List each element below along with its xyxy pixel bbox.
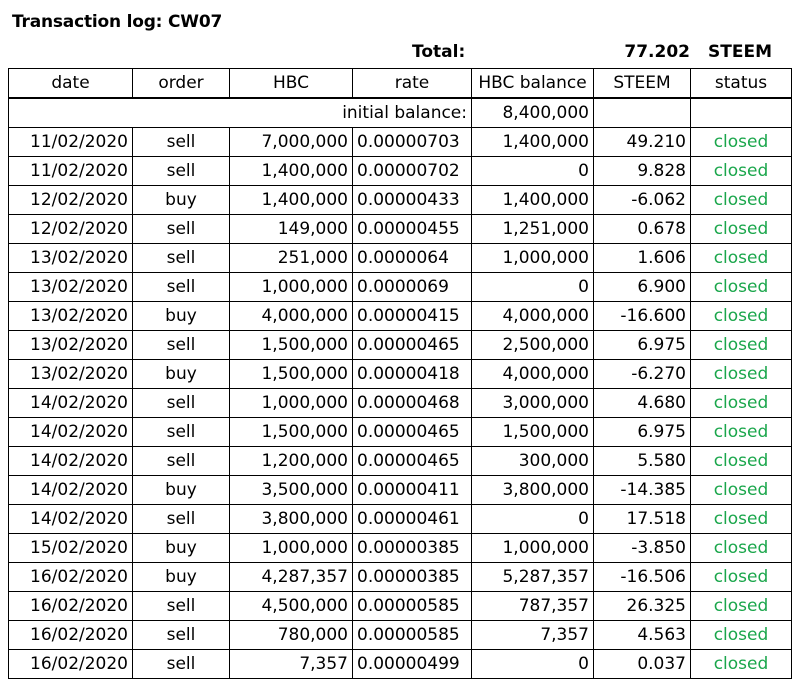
cell-rate: 0.0000064 (353, 244, 472, 273)
cell-hbc-balance: 3,000,000 (472, 389, 594, 418)
cell-status: closed (691, 244, 792, 273)
table-row (9, 186, 792, 215)
cell-hbc-balance: 3,800,000 (472, 476, 594, 505)
cell-order: sell (133, 621, 230, 650)
cell-date: 13/02/2020 (9, 302, 133, 331)
total-unit: STEEM (708, 42, 772, 62)
cell-date: 12/02/2020 (9, 215, 133, 244)
cell-order: sell (133, 447, 230, 476)
cell-order: buy (133, 476, 230, 505)
cell-order: buy (133, 186, 230, 215)
table-row (9, 447, 792, 476)
cell-hbc-balance: 1,400,000 (472, 128, 594, 157)
cell-steem: 4.680 (594, 389, 691, 418)
cell-hbc: 780,000 (230, 621, 353, 650)
cell-order: sell (133, 244, 230, 273)
cell-status: closed (691, 273, 792, 302)
cell-hbc-balance: 1,500,000 (472, 418, 594, 447)
table-row (9, 418, 792, 447)
cell-order: buy (133, 534, 230, 563)
header-row (9, 69, 792, 99)
cell-hbc: 1,500,000 (230, 331, 353, 360)
cell-hbc-balance: 1,400,000 (472, 186, 594, 215)
cell-status: closed (691, 418, 792, 447)
cell-steem: -3.850 (594, 534, 691, 563)
cell-hbc: 1,000,000 (230, 534, 353, 563)
cell-hbc-balance: 7,357 (472, 621, 594, 650)
total-value: 77.202 (624, 42, 690, 62)
cell-status: closed (691, 128, 792, 157)
cell-order: sell (133, 650, 230, 679)
cell-hbc-balance: 300,000 (472, 447, 594, 476)
table-row (9, 389, 792, 418)
table-row (9, 592, 792, 621)
cell-order: sell (133, 592, 230, 621)
cell-hbc-balance: 0 (472, 157, 594, 186)
cell-status: closed (691, 186, 792, 215)
cell-status: closed (691, 389, 792, 418)
cell-rate: 0.00000411 (353, 476, 472, 505)
column-header-steem: STEEM (594, 69, 691, 99)
cell-steem: 6.975 (594, 331, 691, 360)
cell-hbc: 7,357 (230, 650, 353, 679)
cell-hbc: 149,000 (230, 215, 353, 244)
cell-status: closed (691, 447, 792, 476)
cell-steem: 17.518 (594, 505, 691, 534)
cell-hbc: 251,000 (230, 244, 353, 273)
cell-steem: 6.975 (594, 418, 691, 447)
cell-status: closed (691, 534, 792, 563)
column-header-status: status (691, 69, 792, 99)
cell-status: closed (691, 505, 792, 534)
cell-order: buy (133, 302, 230, 331)
cell-date: 14/02/2020 (9, 447, 133, 476)
cell-hbc: 3,500,000 (230, 476, 353, 505)
table-row (9, 563, 792, 592)
cell-status: closed (691, 476, 792, 505)
cell-steem: -6.062 (594, 186, 691, 215)
cell-hbc: 1,500,000 (230, 418, 353, 447)
cell-order: sell (133, 505, 230, 534)
cell-status: closed (691, 592, 792, 621)
initial-balance-label: initial balance: (9, 98, 472, 128)
transaction-table (8, 68, 792, 679)
table-row (9, 360, 792, 389)
cell-date: 14/02/2020 (9, 505, 133, 534)
initial-balance-value: 8,400,000 (472, 98, 594, 128)
column-header-hbc-balance: HBC balance (472, 69, 594, 99)
cell-order: sell (133, 389, 230, 418)
cell-status: closed (691, 302, 792, 331)
initial-balance-status-cell (691, 98, 792, 128)
cell-hbc-balance: 1,000,000 (472, 244, 594, 273)
table-row (9, 505, 792, 534)
cell-status: closed (691, 650, 792, 679)
cell-rate: 0.00000385 (353, 534, 472, 563)
cell-rate: 0.00000461 (353, 505, 472, 534)
cell-rate: 0.00000433 (353, 186, 472, 215)
cell-hbc: 3,800,000 (230, 505, 353, 534)
table-row (9, 331, 792, 360)
cell-date: 16/02/2020 (9, 621, 133, 650)
cell-hbc-balance: 0 (472, 273, 594, 302)
cell-rate: 0.0000069 (353, 273, 472, 302)
cell-order: sell (133, 273, 230, 302)
table-row (9, 128, 792, 157)
column-header-order: order (133, 69, 230, 99)
cell-hbc-balance: 4,000,000 (472, 302, 594, 331)
cell-status: closed (691, 215, 792, 244)
cell-steem: 26.325 (594, 592, 691, 621)
cell-date: 16/02/2020 (9, 650, 133, 679)
table-row (9, 476, 792, 505)
cell-rate: 0.00000465 (353, 331, 472, 360)
cell-date: 12/02/2020 (9, 186, 133, 215)
cell-rate: 0.00000499 (353, 650, 472, 679)
total-label: Total: (412, 42, 466, 62)
cell-status: closed (691, 360, 792, 389)
cell-steem: 9.828 (594, 157, 691, 186)
initial-balance-steem-cell (594, 98, 691, 128)
cell-steem: -16.600 (594, 302, 691, 331)
cell-order: sell (133, 157, 230, 186)
cell-date: 13/02/2020 (9, 331, 133, 360)
table-row (9, 650, 792, 679)
initial-balance-row (9, 98, 792, 128)
cell-date: 15/02/2020 (9, 534, 133, 563)
cell-hbc: 1,000,000 (230, 273, 353, 302)
cell-hbc: 1,500,000 (230, 360, 353, 389)
cell-hbc: 1,200,000 (230, 447, 353, 476)
cell-date: 14/02/2020 (9, 418, 133, 447)
column-header-hbc: HBC (230, 69, 353, 99)
cell-hbc: 1,400,000 (230, 157, 353, 186)
cell-date: 11/02/2020 (9, 157, 133, 186)
cell-hbc: 4,500,000 (230, 592, 353, 621)
cell-hbc-balance: 0 (472, 650, 594, 679)
cell-status: closed (691, 563, 792, 592)
cell-status: closed (691, 621, 792, 650)
cell-hbc-balance: 5,287,357 (472, 563, 594, 592)
cell-rate: 0.00000585 (353, 621, 472, 650)
cell-steem: 6.900 (594, 273, 691, 302)
cell-steem: -14.385 (594, 476, 691, 505)
table-row (9, 157, 792, 186)
cell-rate: 0.00000415 (353, 302, 472, 331)
cell-hbc: 4,000,000 (230, 302, 353, 331)
cell-hbc: 7,000,000 (230, 128, 353, 157)
table-row (9, 302, 792, 331)
cell-date: 14/02/2020 (9, 476, 133, 505)
cell-hbc: 4,287,357 (230, 563, 353, 592)
cell-steem: 5.580 (594, 447, 691, 476)
cell-order: sell (133, 418, 230, 447)
cell-order: sell (133, 128, 230, 157)
cell-order: buy (133, 360, 230, 389)
cell-steem: 0.678 (594, 215, 691, 244)
cell-status: closed (691, 157, 792, 186)
cell-rate: 0.00000418 (353, 360, 472, 389)
cell-rate: 0.00000703 (353, 128, 472, 157)
cell-order: sell (133, 331, 230, 360)
table-row (9, 215, 792, 244)
cell-steem: 0.037 (594, 650, 691, 679)
page-title: Transaction log: CW07 (12, 12, 223, 32)
cell-steem: 1.606 (594, 244, 691, 273)
cell-hbc-balance: 0 (472, 505, 594, 534)
cell-date: 14/02/2020 (9, 389, 133, 418)
cell-status: closed (691, 331, 792, 360)
cell-hbc-balance: 1,000,000 (472, 534, 594, 563)
cell-order: buy (133, 563, 230, 592)
cell-rate: 0.00000468 (353, 389, 472, 418)
cell-hbc-balance: 2,500,000 (472, 331, 594, 360)
cell-date: 16/02/2020 (9, 592, 133, 621)
cell-date: 16/02/2020 (9, 563, 133, 592)
column-header-rate: rate (353, 69, 472, 99)
cell-hbc: 1,000,000 (230, 389, 353, 418)
cell-rate: 0.00000455 (353, 215, 472, 244)
cell-steem: 49.210 (594, 128, 691, 157)
cell-rate: 0.00000465 (353, 418, 472, 447)
cell-rate: 0.00000585 (353, 592, 472, 621)
cell-hbc-balance: 1,251,000 (472, 215, 594, 244)
cell-date: 13/02/2020 (9, 360, 133, 389)
table-row (9, 621, 792, 650)
cell-hbc-balance: 787,357 (472, 592, 594, 621)
cell-steem: -16.506 (594, 563, 691, 592)
cell-hbc: 1,400,000 (230, 186, 353, 215)
cell-steem: 4.563 (594, 621, 691, 650)
cell-rate: 0.00000702 (353, 157, 472, 186)
table-row (9, 534, 792, 563)
cell-date: 13/02/2020 (9, 244, 133, 273)
cell-order: sell (133, 215, 230, 244)
cell-date: 13/02/2020 (9, 273, 133, 302)
cell-steem: -6.270 (594, 360, 691, 389)
table-row (9, 244, 792, 273)
cell-hbc-balance: 4,000,000 (472, 360, 594, 389)
cell-rate: 0.00000385 (353, 563, 472, 592)
table-row (9, 273, 792, 302)
cell-date: 11/02/2020 (9, 128, 133, 157)
cell-rate: 0.00000465 (353, 447, 472, 476)
column-header-date: date (9, 69, 133, 99)
